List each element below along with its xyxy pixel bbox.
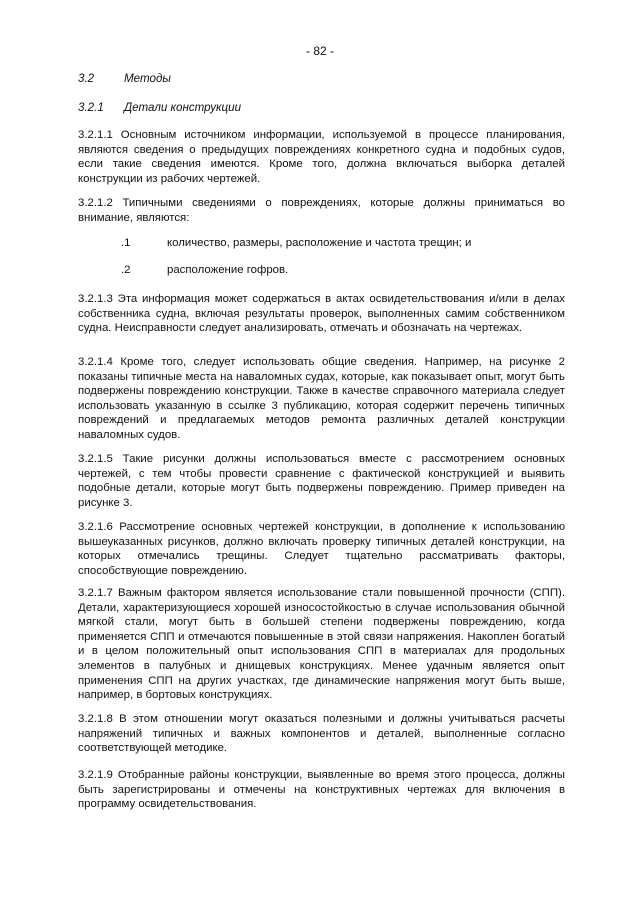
page-number: - 82 - [305, 44, 334, 58]
paragraph-3-2-1-3: 3.2.1.3 Эта информация может содержаться в актах освидетельствования и/или в делах собственника судна, включая результаты проверок, выполненных самим собственником судна. Неисправности следует анализировать, отмечать и обозначать на чертежах. [78, 293, 565, 335]
paragraph-3-2-1-1: 3.2.1.1 Основным источником информации, используемой в процессе планирования, являются сведения о предыдущих повреждениях конкретного судна и подобных судов, если такие сведения имеются. Кроме того, должна включаться выборка деталей конструкции из рабочих чертежей. [78, 129, 565, 185]
list-item-2 [121, 263, 571, 278]
list-item-text: расположение гофров. [167, 264, 289, 276]
list-marker: .2 [121, 264, 131, 276]
list-item-text: количество, размеры, расположение и частота трещин; и [167, 237, 472, 249]
paragraph-3-2-1-6: 3.2.1.6 Рассмотрение основных чертежей конструкции, в дополнение к использованию вышеуказанных рисунков, должно включать проверку типичных деталей конструкции, на которых отмечались трещины. Следует тщательно рассматривать факторы, способствующие повреждению. [78, 521, 565, 577]
paragraph-3-2-1-9: 3.2.1.9 Отобранные районы конструкции, выявленные во время этого процесса, должны быть зарегистрированы и отмечены на конструктивных чертежах для включения в программу освидетельствования. [78, 769, 565, 811]
list-marker: .1 [121, 237, 131, 249]
paragraph-3-2-1-8: 3.2.1.8 В этом отношении могут оказаться полезными и должны учитываться расчеты напряжений типичных и важных компонентов и деталей, выполненные согласно соответствующей методике. [78, 713, 565, 755]
section-number: 3.2 [78, 72, 95, 85]
section-title: Детали конструкции [124, 101, 242, 114]
section-number: 3.2.1 [78, 101, 104, 114]
list-item-1 [121, 236, 571, 251]
paragraph-3-2-1-7: 3.2.1.7 Важным фактором является использование стали повышенной прочности (СПП). Детали, характеризующиеся хорошей износостойкостью в случае использования обычной мягкой стали, могут быть в большей степени подвержены повреждению, когда применяется СПП и отмечаются повышенные в этой связи напряжения. Накоплен богатый и в целом положительный опыт использования СПП в материалах для продольных элементов в палубных и днищевых конструкциях. Менее удачным является опыт применения СПП на других участках, где динамические напряжения могут быть выше, например, в бортовых конструкциях. [78, 587, 565, 702]
section-heading-3-2 [78, 72, 171, 87]
paragraph-3-2-1-2: 3.2.1.2 Типичными сведениями о повреждениях, которые должны приниматься во внимание, являются: [78, 197, 565, 224]
section-heading-3-2-1 [78, 101, 241, 116]
paragraph-3-2-1-5: 3.2.1.5 Такие рисунки должны использоваться вместе с рассмотрением основных чертежей, с тем чтобы провести сравнение с фактической конструкцией и выявить подобные детали, которые могут быть подвержены повреждению. Пример приведен на рисунке 3. [78, 453, 565, 509]
section-title: Методы [124, 72, 171, 85]
paragraph-3-2-1-4: 3.2.1.4 Кроме того, следует использовать общие сведения. Например, на рисунке 2 показаны типичные места на наваломных судах, которые, как показывает опыт, могут быть подвержены повреждению конструкции. Также в качестве справочного материала следует использовать указанную в ссылке 3 публикацию, которая содержит перечень типичных повреждений и предлагаемых методов ремонта различных деталей конструкции наваломных судов. [78, 356, 565, 441]
